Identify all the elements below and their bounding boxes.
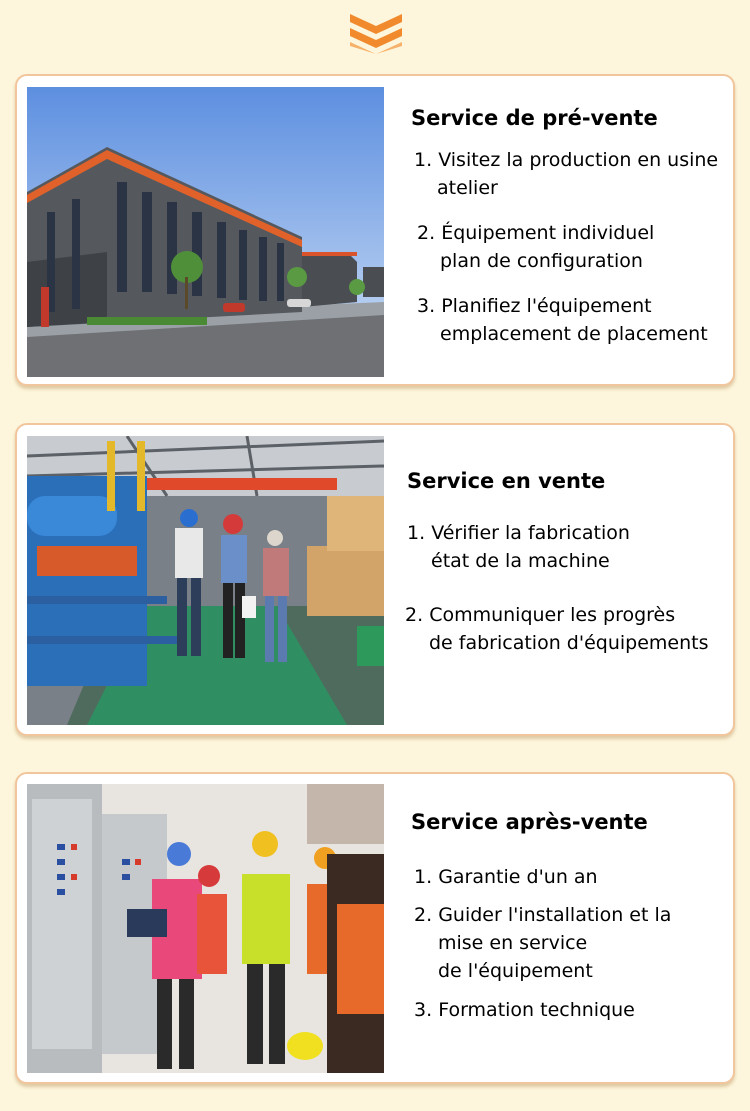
list-item: 3. Planifiez l'équipement emplacement de placement xyxy=(417,295,708,345)
pre-sale-service-card xyxy=(15,74,735,386)
factory-floor-visit-photo xyxy=(27,436,384,725)
section-title: Service après-vente xyxy=(411,810,648,834)
list-item: 1. Garantie d'un an xyxy=(414,866,598,888)
section-title: Service en vente xyxy=(407,469,606,493)
chevron-down-double-icon xyxy=(350,12,402,54)
list-item: 2. Guider l'installation et la mise en service de l'équipement xyxy=(414,904,672,982)
section-title: Service de pré-vente xyxy=(411,106,658,130)
list-item: 2. Communiquer les progrès de fabrication d'équipements xyxy=(405,604,709,654)
factory-building-photo xyxy=(27,87,384,377)
in-sale-service-card xyxy=(15,423,735,736)
workers-control-cabinet-photo xyxy=(27,784,384,1073)
list-item: 2. Équipement individuel plan de configuration xyxy=(417,222,655,272)
list-item: 1. Vérifier la fabrication état de la machine xyxy=(407,522,630,572)
list-item: 1. Visitez la production en usine atelier xyxy=(414,149,719,199)
list-item: 3. Formation technique xyxy=(414,999,635,1021)
after-sale-service-card xyxy=(15,772,735,1084)
